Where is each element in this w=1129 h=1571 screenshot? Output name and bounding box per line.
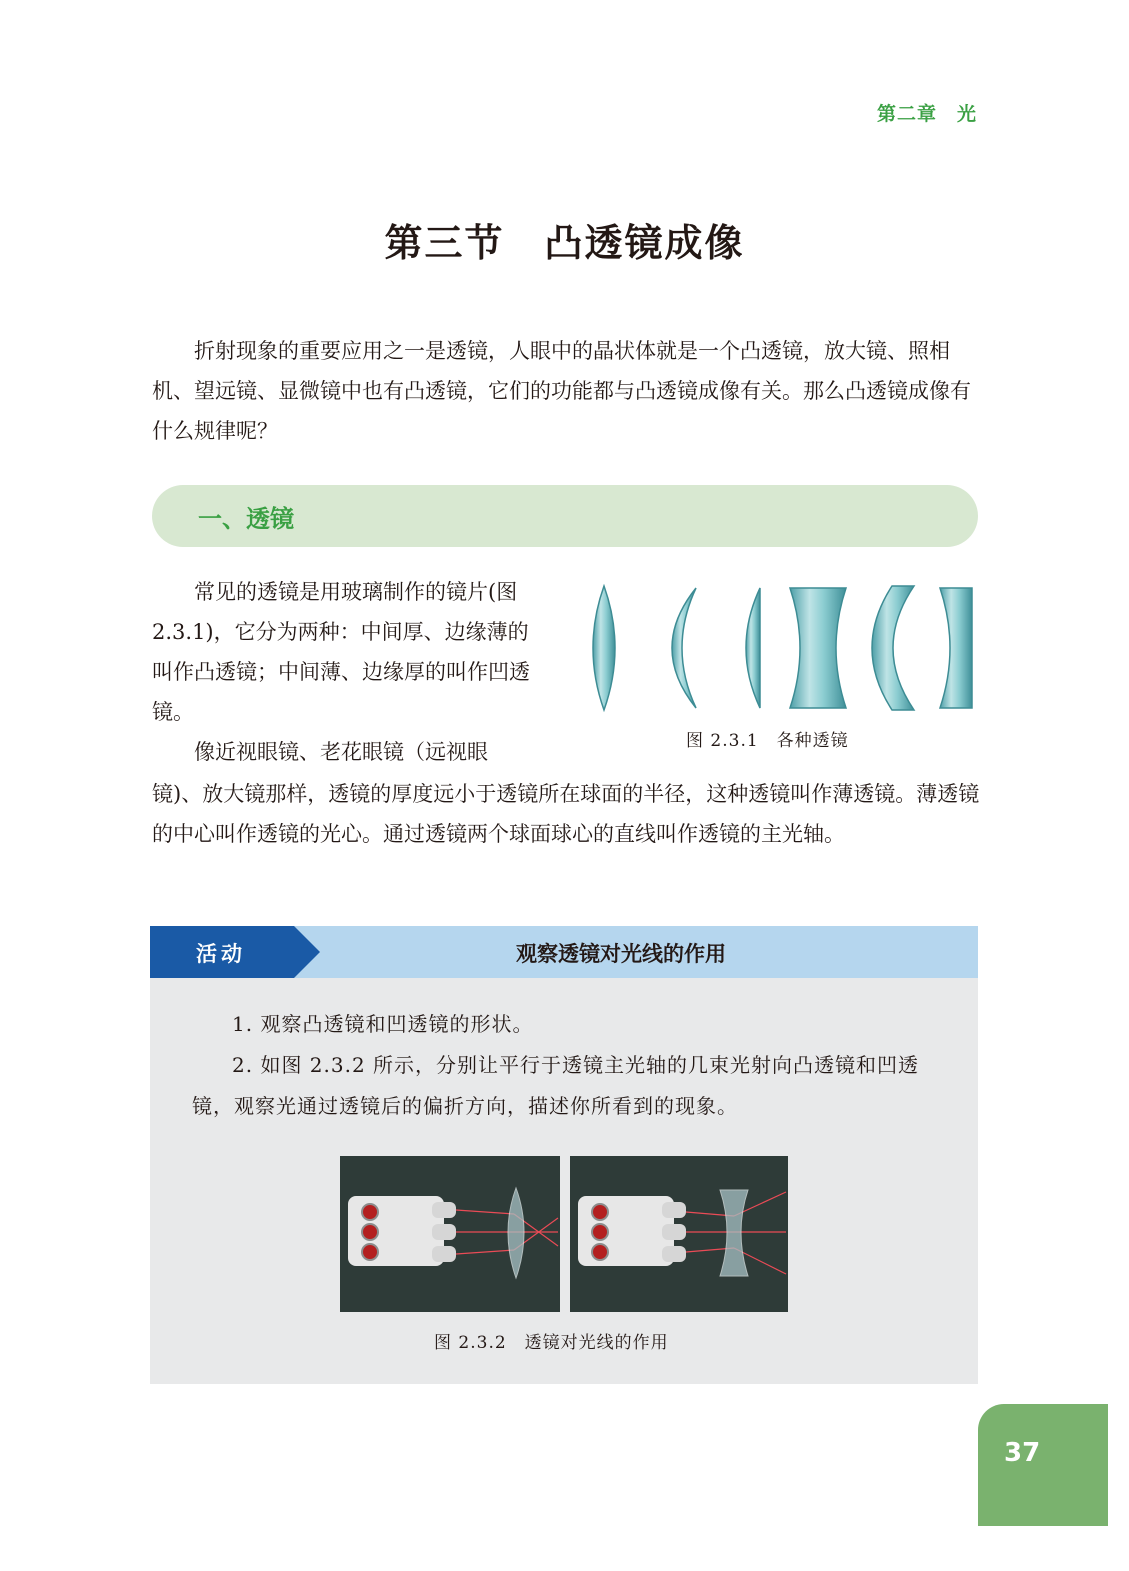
section-heading-bar: [152, 485, 978, 547]
meniscus-convex-lens: [672, 588, 696, 708]
activity-tab-label: 活动: [196, 942, 246, 966]
lens-types-figure: [578, 582, 978, 714]
activity-title: 观察透镜对光线的作用: [516, 942, 726, 966]
lens-paragraph-2: [152, 774, 982, 854]
photo-convex-lens: [340, 1156, 560, 1312]
section-heading: 一、透镜: [198, 505, 294, 533]
figure-1-caption: 图 2.3.1 各种透镜: [686, 731, 849, 751]
page-number-tab: [978, 1404, 1108, 1526]
activity-step-2: 2. 如图 2.3.2 所示，分别让平行于透镜主光轴的几束光射向凸透镜和凹透镜，观察光通过透镜后的偏折方向，描述你所看到的现象。: [192, 1053, 920, 1118]
biconvex-lens: [593, 586, 615, 710]
lens-text-column: [152, 572, 544, 772]
photo-concave-lens: [570, 1156, 788, 1312]
intro-paragraph: [152, 331, 978, 451]
section-title: 第三节 凸透镜成像: [384, 221, 745, 265]
meniscus-concave-lens: [872, 586, 914, 710]
activity-step-1: 1. 观察凸透镜和凹透镜的形状。: [232, 1012, 534, 1036]
biconcave-lens: [790, 588, 846, 708]
plano-concave-lens: [940, 588, 972, 708]
activity-tab: [150, 926, 322, 978]
activity-body: [192, 1004, 942, 1127]
intro-text: 折射现象的重要应用之一是透镜，人眼中的晶状体就是一个凸透镜，放大镜、照相机、望远镜、显微镜中也有凸透镜，它们的功能都与凸透镜成像有关。那么凸透镜成像有什么规律呢？: [152, 339, 971, 443]
lens-paragraph-2-start: 像近视眼镜、老花眼镜（远视眼: [194, 740, 488, 764]
activity-box: [150, 926, 978, 1384]
figure-2-caption: 图 2.3.2 透镜对光线的作用: [434, 1333, 669, 1353]
lens-paragraph-2-rest: 镜)、放大镜那样，透镜的厚度远小于透镜所在球面的半径，这种透镜叫作薄透镜。薄透镜的中心叫作透镜的光心。通过透镜两个球面球心的直线叫作透镜的主光轴。: [152, 782, 980, 846]
chapter-header: 第二章 光: [876, 103, 977, 125]
plano-convex-lens: [746, 588, 760, 708]
lens-paragraph-1: 常见的透镜是用玻璃制作的镜片(图 2.3.1)，它分为两种：中间厚、边缘薄的叫作凸透镜；中间薄、边缘厚的叫作凹透镜。: [152, 580, 530, 724]
page-number: 37: [1004, 1438, 1041, 1468]
